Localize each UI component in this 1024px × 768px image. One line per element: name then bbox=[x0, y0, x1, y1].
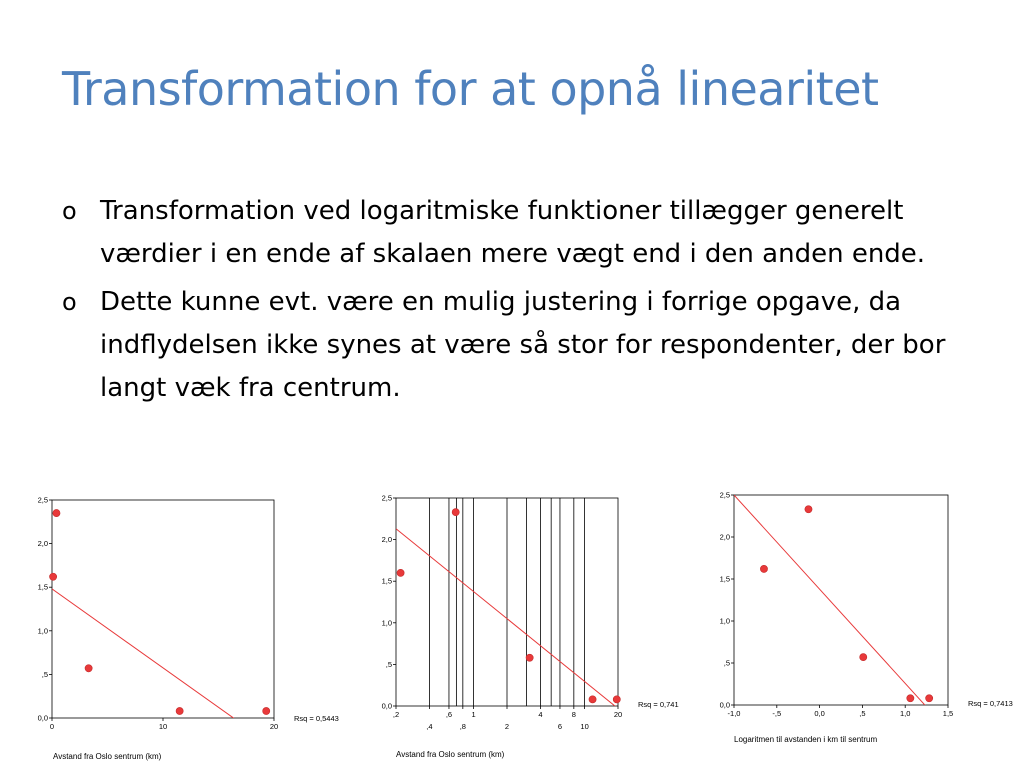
y-tick-label: 1,0 bbox=[381, 618, 392, 628]
bullet-text: Transformation ved logaritmiske funktioner tillægger generelt værdier i en ende af skalaen mere vægt end i den anden ende. bbox=[100, 196, 926, 269]
data-point bbox=[526, 654, 533, 661]
y-tick-label: ,5 bbox=[41, 669, 48, 679]
x-tick-label: 1 bbox=[471, 710, 476, 719]
y-tick-label: 1,5 bbox=[37, 582, 48, 592]
data-point bbox=[53, 509, 60, 516]
y-tick-label: 0,0 bbox=[381, 701, 392, 711]
x-tick-label: ,4 bbox=[426, 722, 433, 731]
y-tick-label: ,5 bbox=[385, 659, 392, 669]
y-tick-label: 2,5 bbox=[381, 493, 392, 503]
x-tick-label: 6 bbox=[557, 722, 563, 731]
hollow-circle-bullet-icon: o bbox=[62, 197, 77, 225]
data-point bbox=[452, 509, 459, 516]
bullet-item bbox=[62, 281, 982, 410]
plot-frame bbox=[734, 495, 948, 705]
y-tick-label: 2,0 bbox=[37, 539, 48, 549]
x-tick-label: 1,0 bbox=[899, 709, 911, 718]
y-tick-label: 1,0 bbox=[37, 626, 48, 636]
y-tick-label: 2,0 bbox=[381, 535, 392, 545]
rsq-label: Rsq = 0,5443 bbox=[294, 714, 339, 723]
x-tick-label: 20 bbox=[269, 722, 279, 731]
y-tick-label: 2,5 bbox=[37, 495, 48, 505]
y-tick-label: 1,0 bbox=[719, 616, 730, 626]
y-tick-label: 0,0 bbox=[37, 713, 48, 723]
x-tick-label: 20 bbox=[613, 710, 623, 719]
plot-frame bbox=[52, 500, 274, 718]
scatter-chart-log-axis bbox=[370, 490, 690, 764]
data-point bbox=[397, 569, 404, 576]
y-tick-label: 1,5 bbox=[719, 574, 730, 584]
x-tick-label: 4 bbox=[538, 710, 543, 719]
scatter-chart-log-distance bbox=[712, 487, 1024, 749]
x-axis-label: Logaritmen til avstanden i km til sentrum bbox=[734, 735, 878, 744]
x-tick-label: 10 bbox=[580, 722, 589, 731]
data-point bbox=[926, 695, 933, 702]
x-tick-label: ,8 bbox=[459, 722, 466, 731]
x-axis-label: Avstand fra Oslo sentrum (km) bbox=[396, 750, 505, 759]
x-tick-label: 2 bbox=[504, 722, 510, 731]
rsq-label: Rsq = 0,7413 bbox=[968, 699, 1013, 708]
bullet-list bbox=[62, 190, 982, 415]
x-tick-label: -,5 bbox=[772, 709, 782, 718]
data-point bbox=[613, 696, 620, 703]
data-point bbox=[760, 565, 767, 572]
y-tick-label: ,5 bbox=[723, 658, 730, 668]
data-point bbox=[805, 506, 812, 513]
bullet-text: Dette kunne evt. være en mulig justering i forrige opgave, da indflydelsen ikke synes at være så stor for respondenter, der bor langt væk fra centrum. bbox=[100, 287, 946, 403]
y-tick-label: 2,5 bbox=[719, 490, 730, 500]
data-point bbox=[85, 665, 92, 672]
data-point bbox=[860, 654, 867, 661]
data-point bbox=[263, 707, 270, 714]
x-tick-label: 10 bbox=[158, 722, 168, 731]
x-tick-label: -1,0 bbox=[727, 709, 741, 718]
slide-title: Transformation for at opnå linearitet bbox=[62, 62, 879, 116]
scatter-chart-distance bbox=[28, 492, 348, 764]
hollow-circle-bullet-icon: o bbox=[62, 288, 77, 316]
x-tick-label: 0,0 bbox=[814, 709, 825, 718]
x-tick-label: ,5 bbox=[859, 709, 866, 718]
fit-line bbox=[734, 495, 939, 720]
rsq-label: Rsq = 0,741 bbox=[638, 700, 679, 709]
x-tick-label: 0 bbox=[49, 722, 55, 731]
x-tick-label: ,2 bbox=[392, 710, 400, 719]
data-point bbox=[907, 695, 914, 702]
y-tick-label: 0,0 bbox=[719, 700, 730, 710]
x-axis-label: Avstand fra Oslo sentrum (km) bbox=[53, 752, 162, 761]
x-tick-label: 1,5 bbox=[942, 709, 954, 718]
data-point bbox=[589, 696, 596, 703]
x-tick-label: ,6 bbox=[445, 710, 453, 719]
y-tick-label: 2,0 bbox=[719, 532, 730, 542]
x-tick-label: 8 bbox=[571, 710, 576, 719]
data-point bbox=[50, 573, 57, 580]
y-tick-label: 1,5 bbox=[381, 576, 392, 586]
bullet-item bbox=[62, 190, 982, 276]
data-point bbox=[176, 707, 183, 714]
